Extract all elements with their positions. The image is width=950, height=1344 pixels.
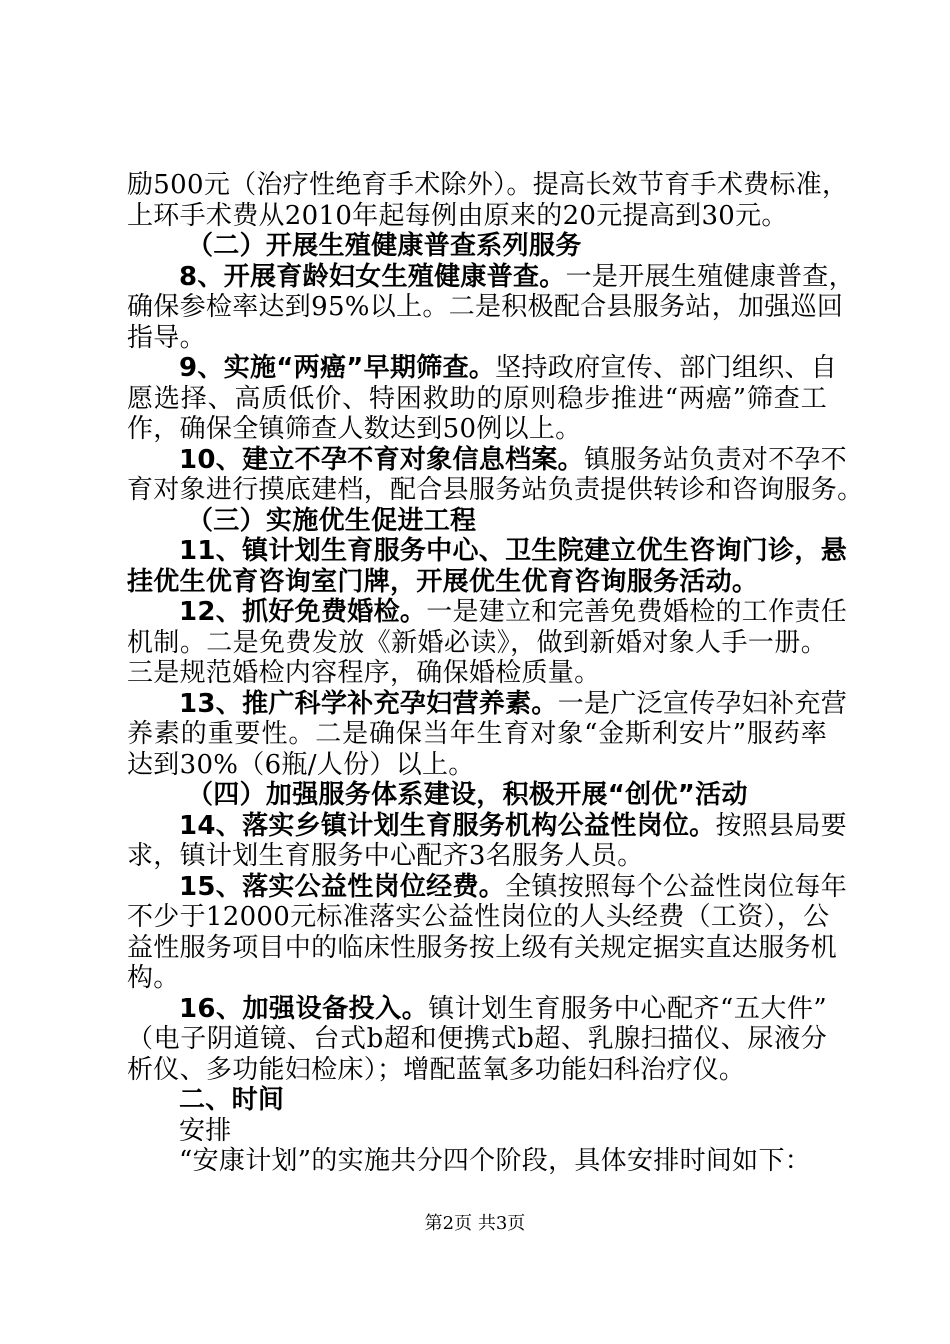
item-text: 坚持政府宣传、部门组织、自 [495,353,838,383]
item-title: 8、开展育龄妇女生殖健康普查。 [179,261,566,292]
paragraph-line: 不少于12000元标准落实公益性岗位的人头经费（工资），公 [127,902,830,932]
item-text: 按照县局要 [715,810,847,841]
paragraph-line: 益性服务项目中的临床性服务按上级有关规定据实直达服务机 [127,932,838,963]
item-title: 13、推广科学补充孕妇营养素。 [179,688,558,719]
paragraph-line: 作，确保全镇筛查人数达到50例以上。 [127,414,582,444]
document-body [127,170,864,1177]
part-subheading: 安排 [179,1115,232,1146]
item-text: 一是开展生殖健康普查， [565,261,855,292]
page-number-footer: 第2页 共3页 [424,1213,526,1234]
section-heading: （三）实施优生促进工程 [187,505,477,536]
item-text: 一是建立和完善免费婚检的工作责任 [426,597,847,627]
item-title: 15、落实公益性岗位经费。 [179,871,506,902]
paragraph-line: 11、镇计划生育服务中心、卫生院建立优生咨询门诊，悬 [179,536,847,566]
paragraph-line: 机制。二是免费发放《新婚必读》，做到新婚对象人手一册。 [127,627,827,658]
paragraph-line: 三是规范婚检内容程序，确保婚检质量。 [127,658,601,688]
paragraph-line: 指导。 [127,322,206,353]
paragraph-line: 析仪、多功能妇检床）；增配蓝氧多功能妇科治疗仪。 [127,1054,746,1085]
paragraph-line: 愿选择、高质低价、特困救助的原则稳步推进“两癌”筛查工 [127,383,827,414]
paragraph-line [127,688,847,720]
paragraph-line: “安康计划”的实施共分四个阶段，具体安排时间如下： [179,1146,812,1176]
paragraph-line [127,810,847,842]
item-text: 镇计划生育服务中心配齐“五大件” [428,993,827,1024]
item-title: 14、落实乡镇计划生育服务机构公益性岗位。 [179,810,716,841]
paragraph-line [127,994,827,1025]
paragraph-line [127,444,847,476]
item-title: 9、实施“两癌”早期筛查。 [179,353,496,383]
paragraph-line: （电子阴道镜、台式b超和便携式b超、乳腺扫描仪、尿液分 [127,1024,827,1054]
paragraph-line [127,353,838,384]
item-text: 镇服务站负责对不孕不 [583,444,847,475]
paragraph-line: 挂优生优育咨询室门牌，开展优生优育咨询服务活动。 [127,566,759,597]
paragraph-line: 育对象进行摸底建档，配合县服务站负责提供转诊和咨询服务。 [127,475,864,505]
paragraph-line: 达到30%（6瓶/人份）以上。 [127,749,475,780]
paragraph-line [127,597,847,628]
paragraph-line: 求，镇计划生育服务中心配齐3名服务人员。 [127,841,644,871]
item-title: 16、加强设备投入。 [179,993,429,1024]
paragraph-line [127,871,847,903]
paragraph-line: 上环手术费从2010年起每例由原来的20元提高到30元。 [127,200,788,231]
item-text: 一是广泛宣传孕妇补充营 [557,688,847,719]
section-heading: （四）加强服务体系建设，积极开展“创优”活动 [187,780,748,810]
paragraph-line: 确保参检率达到95%以上。二是积极配合县服务站，加强巡回 [127,292,844,322]
paragraph-line [127,261,855,293]
paragraph-line: 构。 [127,963,180,993]
item-text: 全镇按照每个公益性岗位每年 [505,871,847,902]
paragraph-line: 励500元（治疗性绝育手术除外）。提高长效节育手术费标准， [127,170,849,200]
section-heading: （二）开展生殖健康普查系列服务 [187,231,582,261]
item-title: 10、建立不孕不育对象信息档案。 [179,444,584,475]
paragraph-line: 养素的重要性。二是确保当年生育对象“金斯利安片”服药率 [127,719,827,749]
part-heading: 二、时间 [179,1085,285,1115]
item-title: 12、抓好免费婚检。 [179,597,427,627]
